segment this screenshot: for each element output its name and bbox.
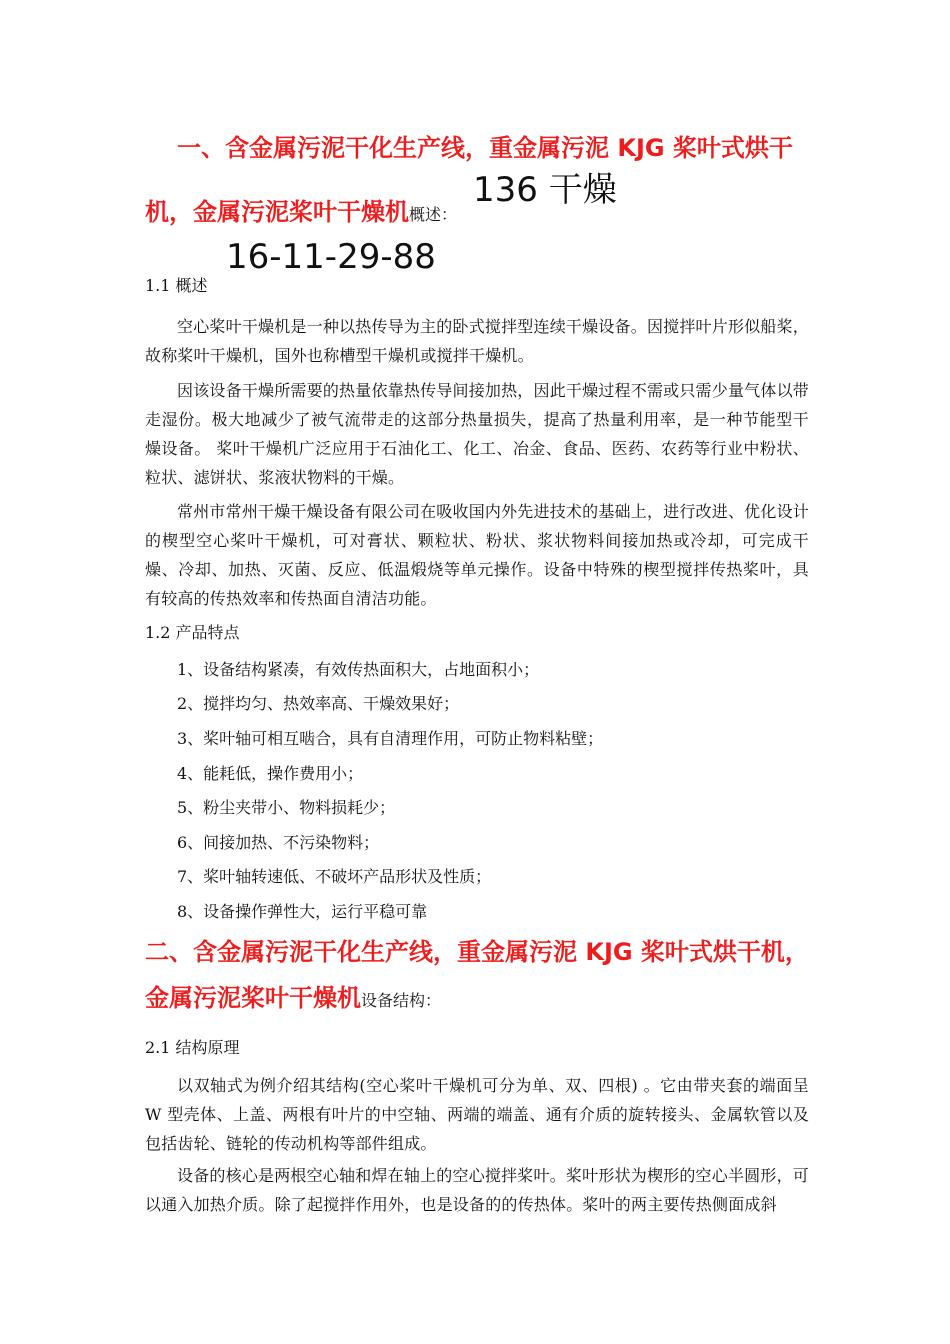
heading-1-line-2 xyxy=(145,192,457,227)
feature-item: 7、桨叶轴转速低、不破坏产品形状及性质； xyxy=(177,867,492,886)
feature-item: 4、能耗低，操作费用小； xyxy=(177,764,364,783)
brand-overlay-text: 136 干燥 xyxy=(473,170,617,210)
feature-item: 6、间接加热、不污染物料； xyxy=(177,833,380,852)
feature-item: 2、搅拌均匀、热效率高、干燥效果好； xyxy=(177,694,460,713)
feature-item: 5、粉尘夹带小、物料损耗少； xyxy=(177,798,396,817)
phone-overlay-text: 16-11-29-88 xyxy=(226,237,436,277)
section-1-1-title: 1.1 概述 xyxy=(145,276,208,295)
heading-1-suffix: 概述： xyxy=(409,205,458,224)
paragraph-1-1-a: 空心桨叶干燥机是一种以热传导为主的卧式搅拌型连续干燥设备。因搅拌叶片形似船桨，故称桨叶干燥机，国外也称槽型干燥机或搅拌干燥机。 xyxy=(145,317,809,365)
paragraph-1-1-c: 常州市常州干燥干燥设备有限公司在吸收国内外先进技术的基础上，进行改进、优化设计的楔型空心桨叶干燥机，可对膏状、颗粒状、粉状、浆状物料间接加热或冷却，可完成干燥、冷却、加热、灭菌、反应、低温煅烧等单元操作。设备中特殊的楔型搅拌传热桨叶，具有较高的传热效率和传热面自清洁功能。 xyxy=(145,502,809,608)
heading-1-red-text: 机，金属污泥桨叶干燥机 xyxy=(145,198,409,226)
heading-2-suffix: 设备结构： xyxy=(361,991,442,1010)
paragraph-2-1-a: 以双轴式为例介绍其结构(空心桨叶干燥机可分为单、双、四根) 。它由带夹套的端面呈 W 型壳体、上盖、两根有叶片的中空轴、两端的端盖、通有介质的旋转接头、金属软管以及包括齿轮、链轮的传动机构等部件组成。 xyxy=(145,1076,809,1153)
paragraph-1-1-b: 因该设备干燥所需要的热量依靠热传导间接加热，因此干燥过程不需或只需少量气体以带走湿份。极大地减少了被气流带走的这部分热量损失，提高了热量利用率，是一种节能型干燥设备。 桨叶干燥机广泛应用于石油化工、化工、冶金、食品、医药、农药等行业中粉状、粒状、滤饼状、浆液状物料的干燥。 xyxy=(145,381,809,487)
section-2-1-title: 2.1 结构原理 xyxy=(145,1038,240,1057)
heading-1-line-1: 一、含金属污泥干化生产线，重金属污泥 KJG 桨叶式烘干 xyxy=(177,134,793,162)
feature-item: 3、桨叶轴可相互啮合，具有自清理作用，可防止物料粘壁； xyxy=(177,729,604,748)
feature-item: 1、设备结构紧凑，有效传热面积大，占地面积小； xyxy=(177,660,540,679)
section-1-2-title: 1.2 产品特点 xyxy=(145,623,240,642)
heading-2-red-text: 金属污泥桨叶干燥机 xyxy=(145,984,361,1012)
heading-2-line-1: 二、含金属污泥干化生产线，重金属污泥 KJG 桨叶式烘干机， xyxy=(145,938,809,966)
heading-2-line-2 xyxy=(145,978,441,1013)
paragraph-2-1-b: 设备的核心是两根空心轴和焊在轴上的空心搅拌桨叶。桨叶形状为楔形的空心半圆形，可以通入加热介质。除了起搅拌作用外，也是设备的的传热体。桨叶的两主要传热侧面成斜 xyxy=(145,1166,809,1214)
feature-item: 8、设备操作弹性大，运行平稳可靠 xyxy=(177,902,428,921)
